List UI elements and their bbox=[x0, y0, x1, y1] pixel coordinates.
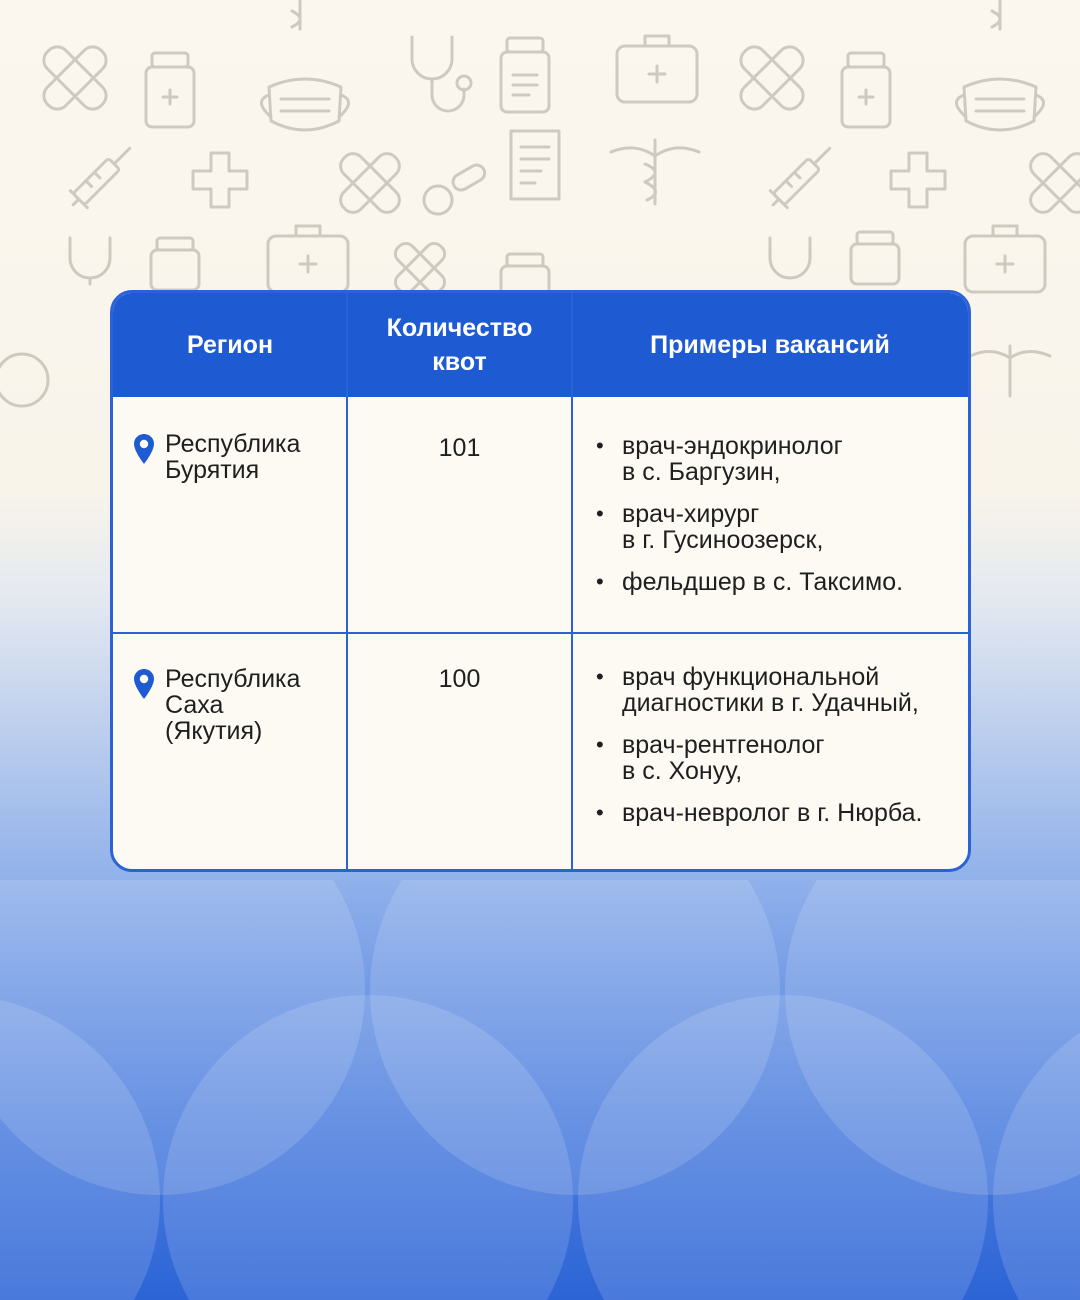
vacancy-text: врач-невролог в г. Нюрба. bbox=[622, 799, 923, 827]
vacancy-text: врач-рентгенолог в с. Хонуу, bbox=[622, 731, 825, 785]
pill-bottle-icon bbox=[501, 38, 549, 112]
first-aid-kit-icon bbox=[965, 226, 1045, 292]
bullet: • bbox=[596, 800, 604, 825]
list-item bbox=[596, 501, 952, 553]
list-item bbox=[596, 569, 952, 595]
medical-cross-icon bbox=[891, 153, 945, 207]
region-cell bbox=[113, 634, 347, 872]
table-row bbox=[113, 397, 968, 632]
pill-bottle-icon bbox=[842, 53, 890, 127]
bullet: • bbox=[596, 569, 604, 594]
list-item bbox=[596, 433, 952, 485]
vacancies-cell bbox=[572, 397, 968, 632]
medical-cross-icon bbox=[0, 354, 48, 406]
location-pin-icon bbox=[133, 668, 155, 700]
region-name: Республика Бурятия bbox=[165, 430, 301, 484]
table-row bbox=[113, 634, 968, 872]
region-name: Республика Саха (Якутия) bbox=[165, 665, 301, 745]
caduceus-icon bbox=[970, 346, 1050, 396]
bandage-icon bbox=[319, 132, 421, 234]
syringe-icon bbox=[65, 140, 139, 214]
quota-table bbox=[110, 290, 971, 872]
bandage-icon bbox=[718, 24, 825, 131]
caduceus-icon bbox=[292, 0, 300, 29]
stethoscope-icon bbox=[412, 37, 471, 111]
bullet: • bbox=[596, 433, 604, 458]
header-vacancies: Примеры вакансий bbox=[650, 331, 890, 359]
pill-bottle-icon bbox=[151, 238, 199, 290]
list-item bbox=[596, 664, 952, 716]
medical-mask-icon bbox=[956, 79, 1043, 130]
caduceus-icon bbox=[992, 0, 1000, 29]
quota-value: 101 bbox=[438, 434, 481, 462]
bullet: • bbox=[596, 732, 604, 757]
medical-cross-icon bbox=[193, 153, 247, 207]
bullet: • bbox=[596, 664, 604, 689]
first-aid-kit-icon bbox=[617, 36, 697, 102]
vacancies-cell bbox=[572, 634, 968, 872]
list-item bbox=[596, 800, 952, 826]
table-header bbox=[113, 293, 968, 397]
header-quota: Количество квот bbox=[386, 314, 533, 376]
background-circle-pattern bbox=[0, 880, 1080, 1300]
pill-icon bbox=[424, 162, 488, 214]
vacancy-text: врач-хирург в г. Гусиноозерск, bbox=[622, 500, 824, 554]
vacancy-text: врач функциональной диагностики в г. Удачный, bbox=[622, 663, 919, 717]
medical-mask-icon bbox=[261, 79, 348, 130]
pill-bottle-icon bbox=[146, 53, 194, 127]
bandage-icon bbox=[21, 24, 128, 131]
list-item bbox=[596, 732, 952, 784]
caduceus-icon bbox=[611, 140, 699, 204]
bandage-icon bbox=[1009, 132, 1080, 234]
bullet: • bbox=[596, 501, 604, 526]
vacancy-text: врач-эндокринолог в с. Баргузин, bbox=[622, 432, 843, 486]
header-region: Регион bbox=[186, 331, 274, 359]
pill-bottle-icon bbox=[851, 232, 899, 284]
syringe-icon bbox=[765, 140, 839, 214]
stethoscope-icon bbox=[770, 238, 810, 278]
region-cell bbox=[113, 397, 347, 632]
prescription-icon bbox=[511, 131, 559, 199]
first-aid-kit-icon bbox=[268, 226, 348, 292]
stethoscope-icon bbox=[70, 238, 110, 284]
location-pin-icon bbox=[133, 433, 155, 465]
quota-value: 100 bbox=[438, 665, 481, 693]
vacancy-text: фельдшер в с. Таксимо. bbox=[622, 568, 904, 596]
